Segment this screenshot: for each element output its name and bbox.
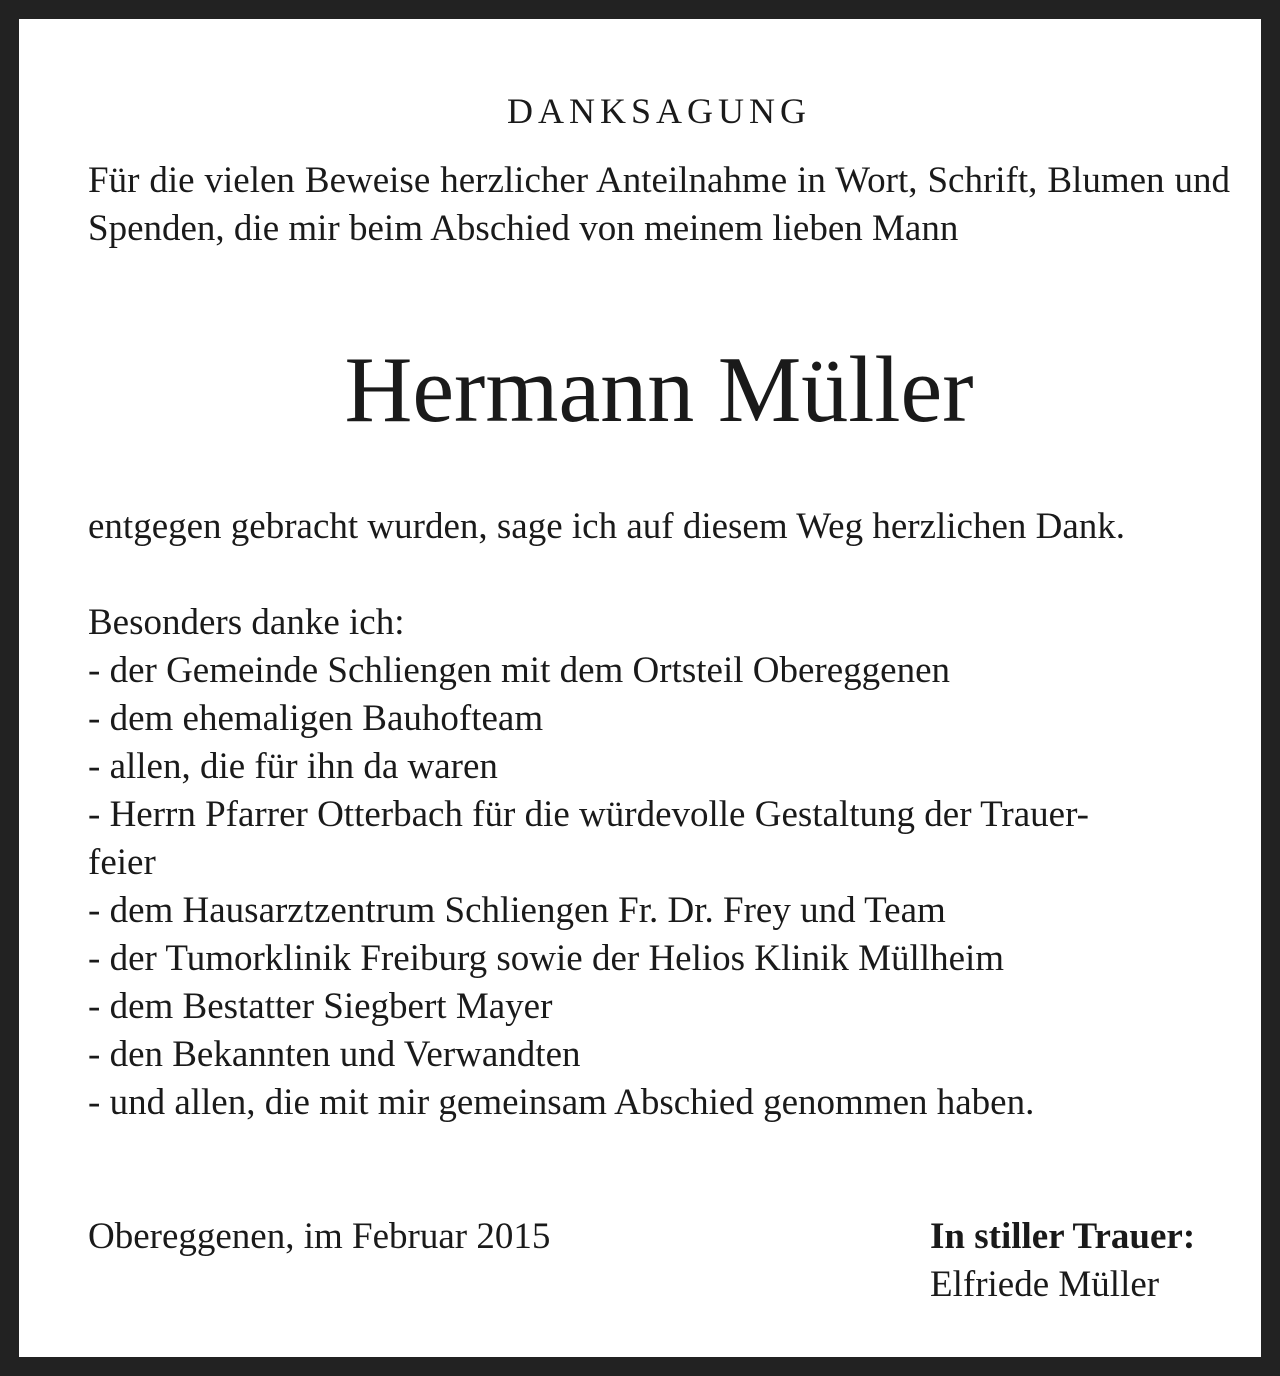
notice-heading: DANKSAGUNG — [506, 91, 811, 131]
thanks-list-heading: Besonders danke ich: — [88, 602, 405, 643]
mourning-label: In stiller Trauer: — [930, 1216, 1196, 1257]
list-item-continuation: feier — [88, 842, 156, 883]
list-item: - dem ehemaligen Bauhofteam — [88, 698, 544, 739]
place-date: Obereggenen, im Februar 2015 — [88, 1216, 551, 1257]
deceased-name: Hermann Müller — [344, 338, 974, 442]
list-item: - den Bekannten und Verwandten — [88, 1034, 581, 1075]
thanks-list — [88, 599, 1230, 1127]
list-item: - Herrn Pfarrer Otterbach für die würdevolle Gestaltung der Trauer- — [88, 794, 1089, 835]
signer-name: Elfriede Müller — [930, 1264, 1160, 1305]
list-item: - dem Bestatter Siegbert Mayer — [88, 986, 553, 1027]
list-item: - allen, die für ihn da waren — [88, 746, 498, 787]
list-item: - der Gemeinde Schliengen mit dem Ortsteil Obereggenen — [88, 650, 951, 691]
list-item: - der Tumorklinik Freiburg sowie der Helios Klinik Müllheim — [88, 938, 1005, 979]
signature-block — [930, 1213, 1195, 1309]
thanks-paragraph: entgegen gebracht wurden, sage ich auf diesem Weg herzlichen Dank. — [88, 506, 1126, 547]
list-item: - dem Hausarztzentrum Schliengen Fr. Dr. Frey und Team — [88, 890, 946, 931]
list-item: - und allen, die mit mir gemeinsam Abschied genommen haben. — [88, 1082, 1035, 1123]
intro-paragraph: Für die vielen Beweise herzlicher Anteilnahme in Wort, Schrift, Blumen und Spenden, die mir beim Abschied von meinem lieben Mann — [88, 160, 1230, 249]
